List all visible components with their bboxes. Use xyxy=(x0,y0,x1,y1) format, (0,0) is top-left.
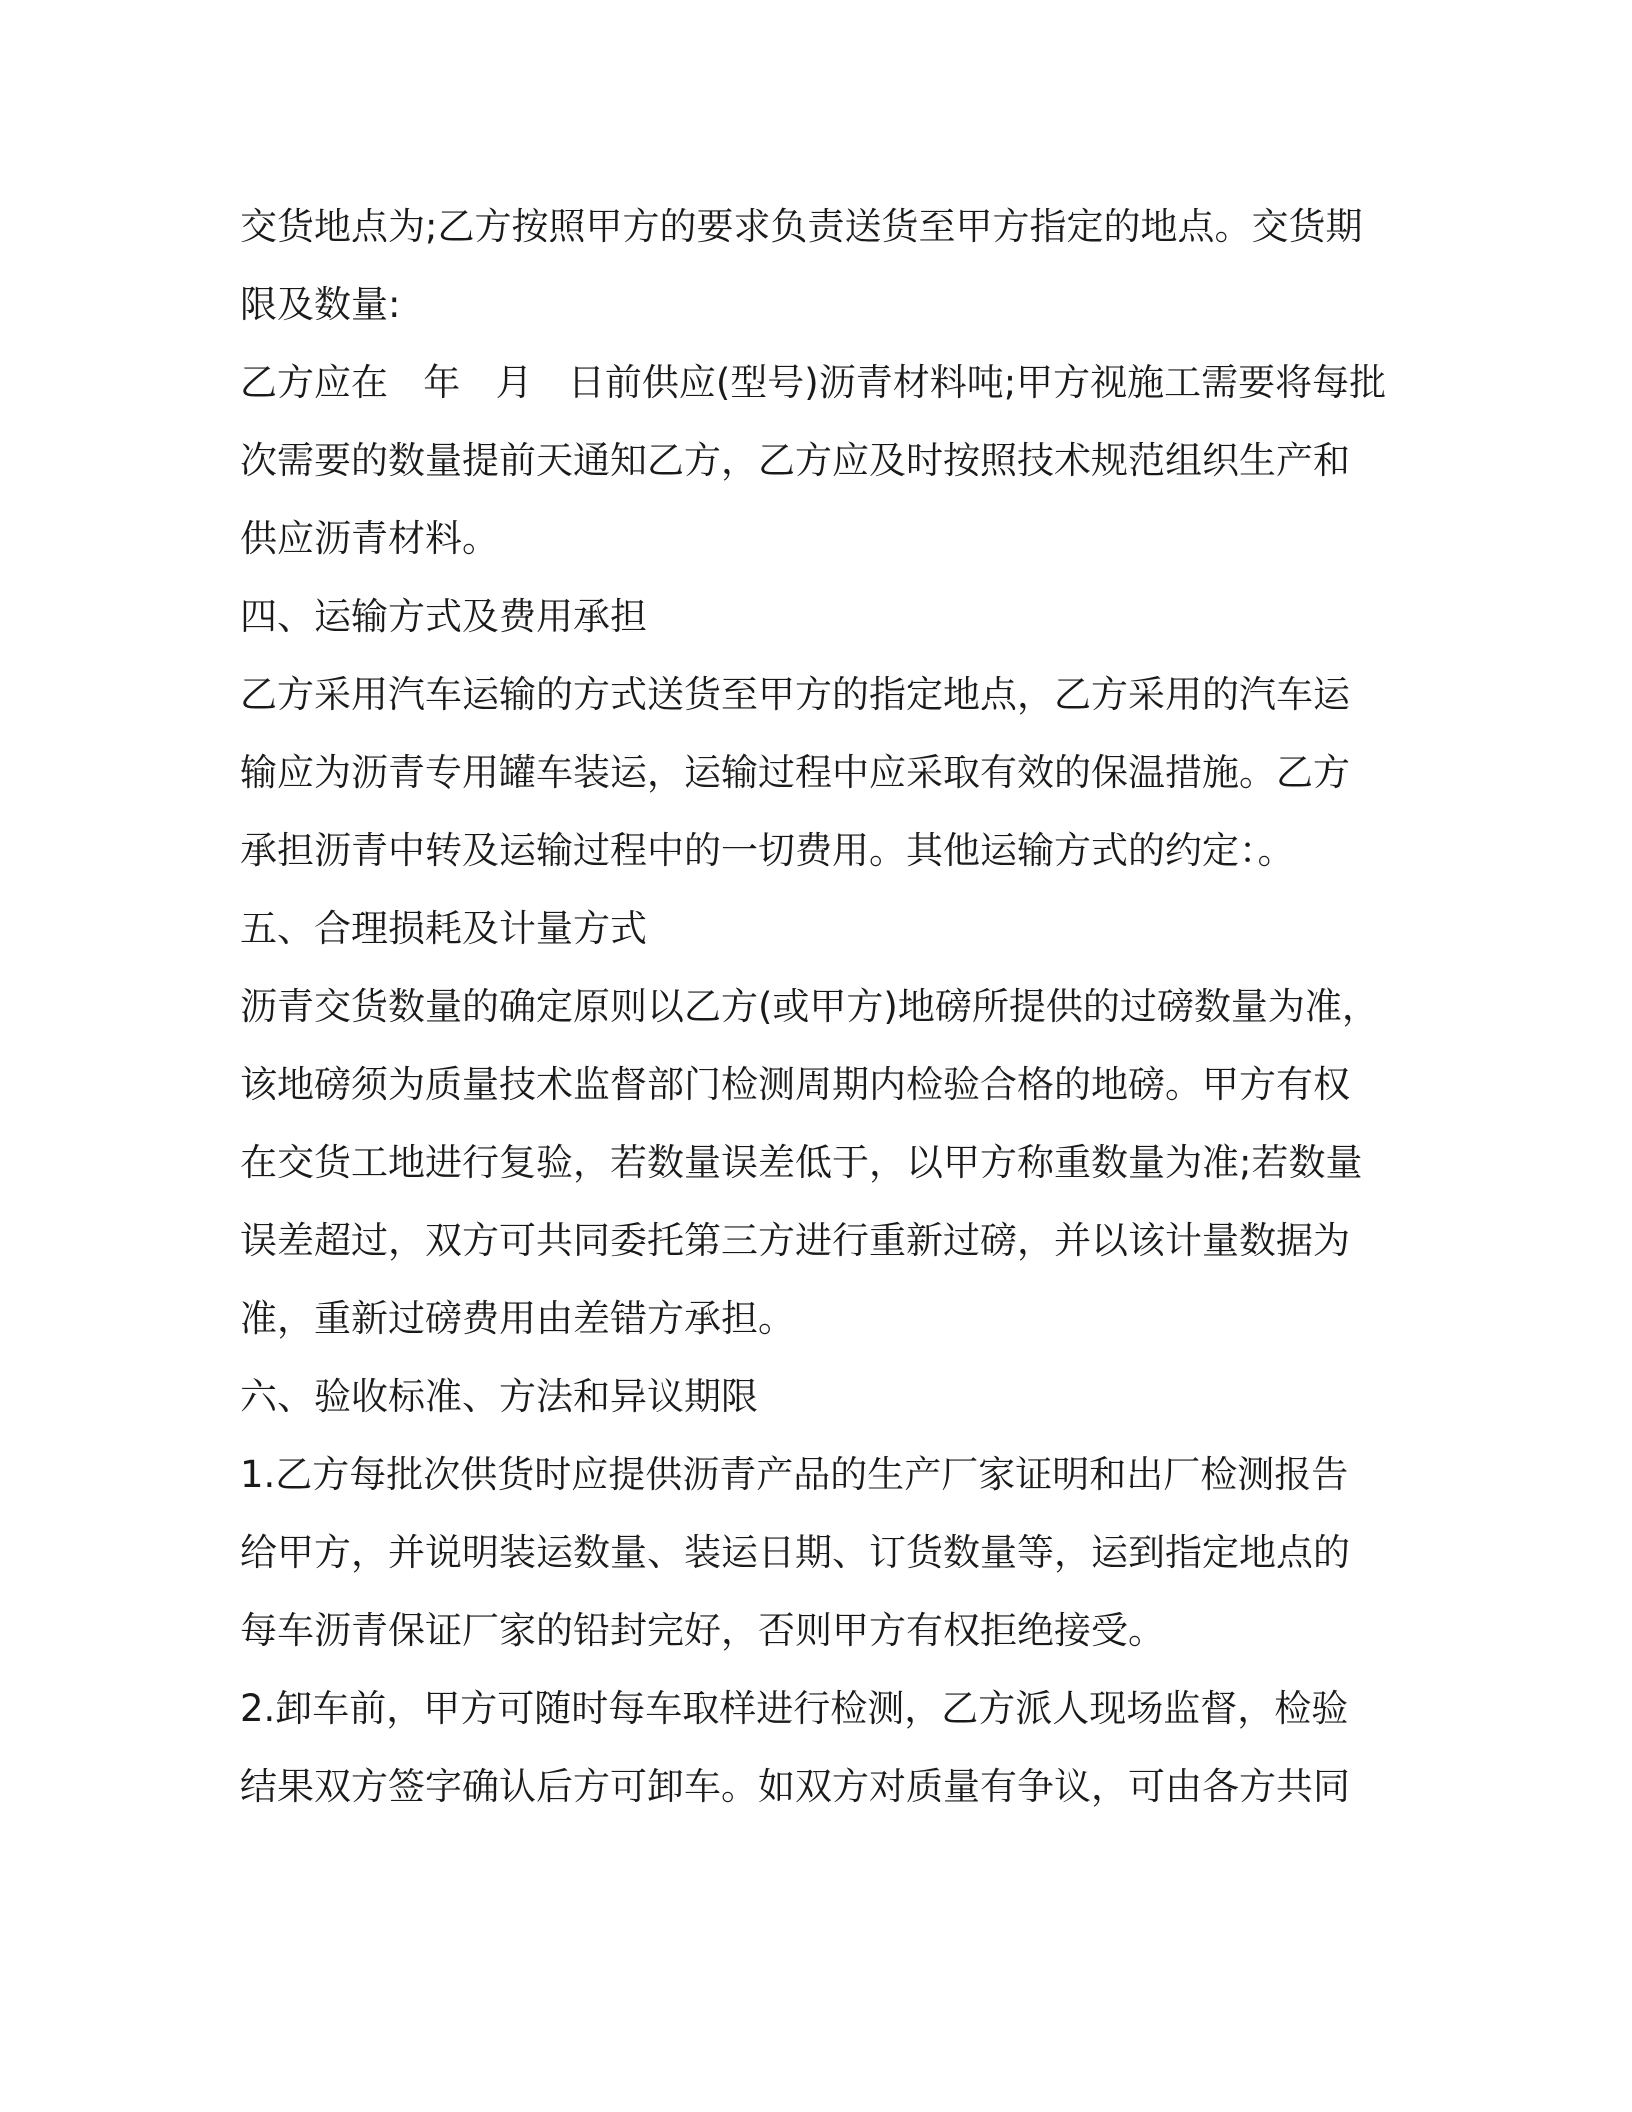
text-line: 给甲方，并说明装运数量、装运日期、订货数量等，运到指定地点的 xyxy=(240,1531,1350,1574)
text-line: 结果双方签字确认后方可卸车。如双方对质量有争议，可由各方共同 xyxy=(240,1765,1350,1808)
text-line: 1.乙方每批次供货时应提供沥青产品的生产厂家证明和出厂检测报告 xyxy=(240,1453,1349,1496)
section-heading: 四、运输方式及费用承担 xyxy=(240,595,647,638)
text-line: 次需要的数量提前天通知乙方，乙方应及时按照技术规范组织生产和 xyxy=(240,439,1350,482)
text-line: 限及数量: xyxy=(240,283,401,326)
text-line: 每车沥青保证厂家的铅封完好，否则甲方有权拒绝接受。 xyxy=(240,1609,1165,1652)
text-line: 误差超过，双方可共同委托第三方进行重新过磅，并以该计量数据为 xyxy=(240,1219,1350,1262)
text-line: 沥青交货数量的确定原则以乙方(或甲方)地磅所提供的过磅数量为准， xyxy=(240,985,1379,1028)
text-line: 该地磅须为质量技术监督部门检测周期内检验合格的地磅。甲方有权 xyxy=(240,1063,1350,1106)
text-line: 输应为沥青专用罐车装运，运输过程中应采取有效的保温措施。乙方 xyxy=(240,751,1350,794)
text-line: 承担沥青中转及运输过程中的一切费用。其他运输方式的约定：。 xyxy=(240,829,1295,872)
text-line: 2.卸车前，甲方可随时每车取样进行检测，乙方派人现场监督，检验 xyxy=(240,1687,1349,1730)
text-line: 交货地点为;乙方按照甲方的要求负责送货至甲方指定的地点。交货期 xyxy=(240,205,1363,248)
text-line: 供应沥青材料。 xyxy=(240,517,499,560)
text-line: 在交货工地进行复验，若数量误差低于，以甲方称重数量为准;若数量 xyxy=(240,1141,1363,1184)
text-line: 准，重新过磅费用由差错方承担。 xyxy=(240,1297,795,1340)
section-heading: 五、合理损耗及计量方式 xyxy=(240,907,647,950)
section-heading: 六、验收标准、方法和异议期限 xyxy=(240,1375,758,1418)
document-body xyxy=(240,188,1387,1826)
text-line: 乙方采用汽车运输的方式送货至甲方的指定地点，乙方采用的汽车运 xyxy=(240,673,1350,716)
text-line: 乙方应在 年 月 日前供应(型号)沥青材料吨;甲方视施工需要将每批 xyxy=(240,361,1387,404)
